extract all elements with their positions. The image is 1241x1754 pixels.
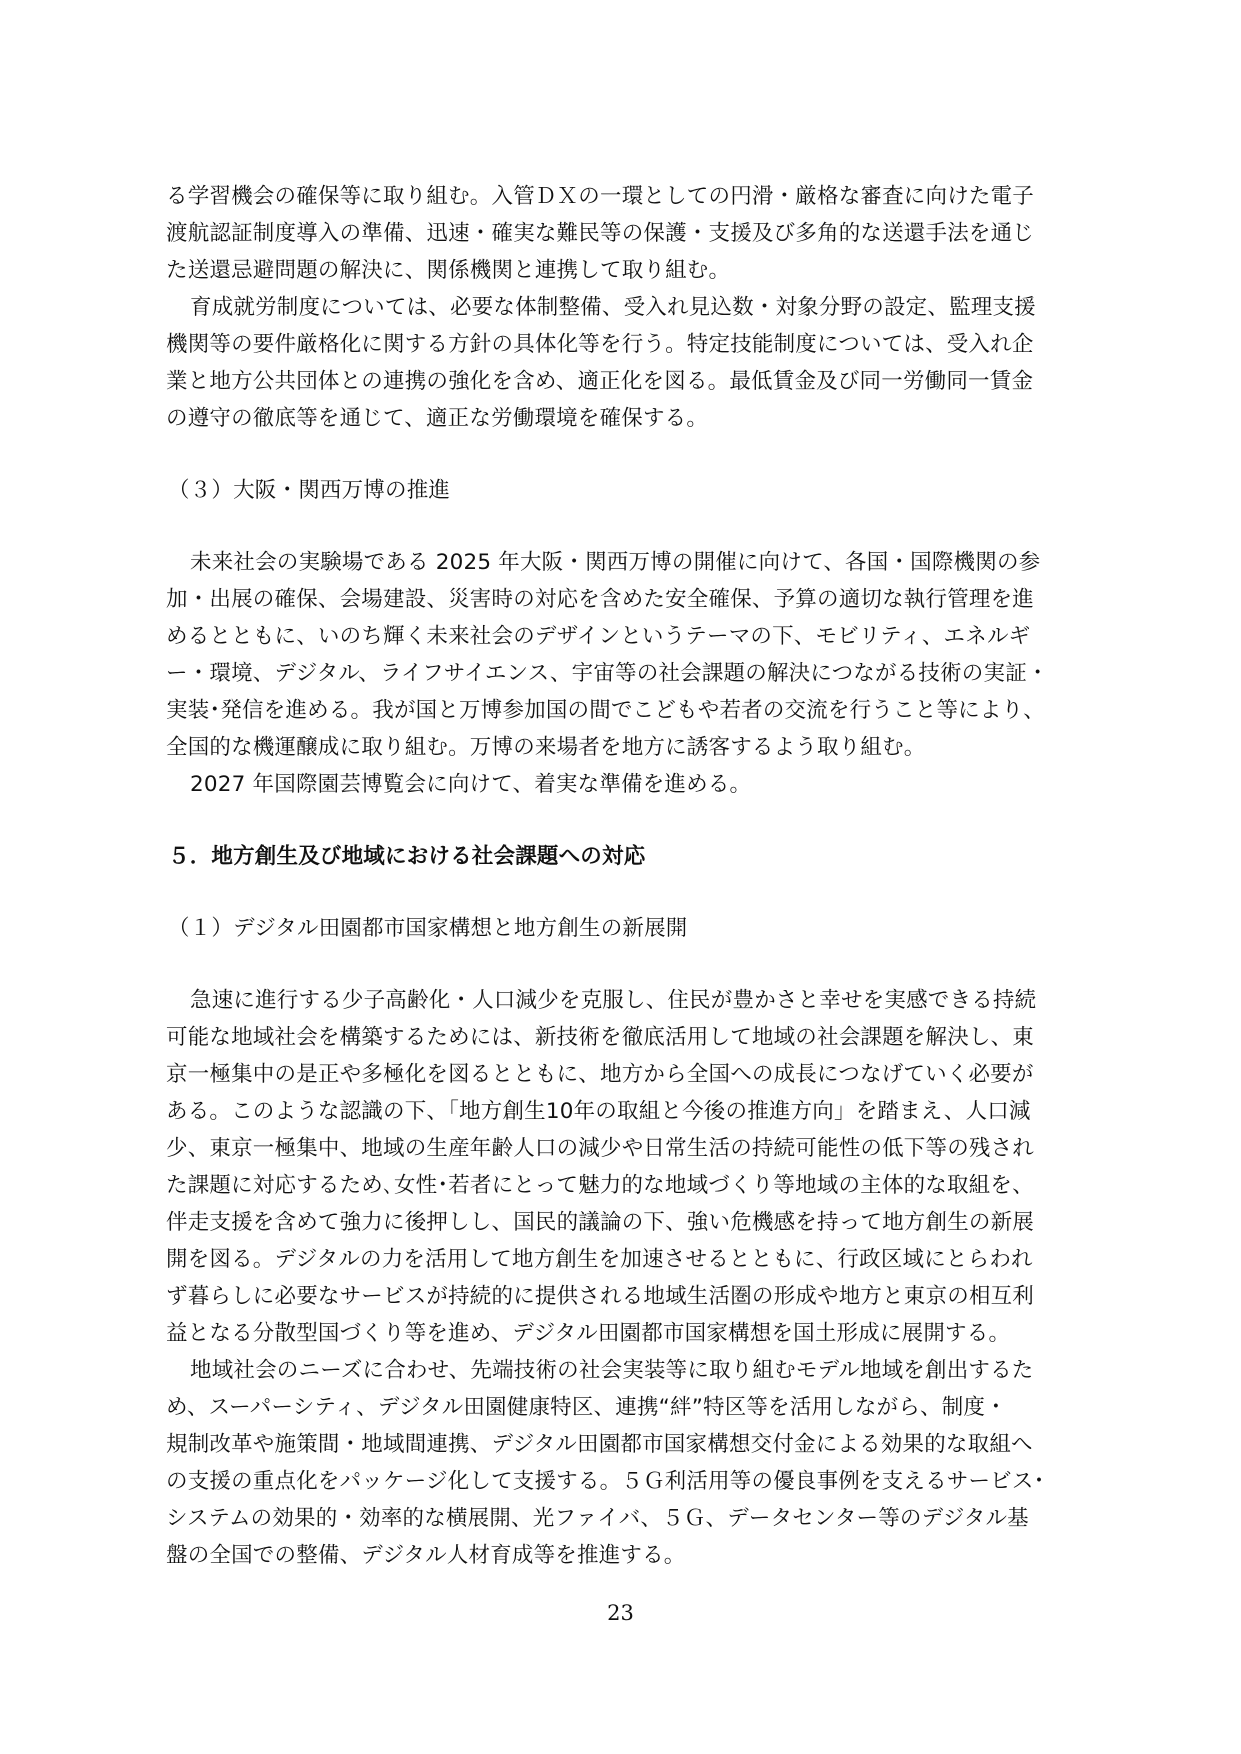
- text-line: め、スーパーシティ、デジタル田園健康特区、連携“絆”特区等を活用しながら、制度・: [166, 1395, 1007, 1420]
- text-line: 少、東京一極集中、地域の生産年齢人口の減少や日常生活の持続可能性の低下等の残され: [166, 1136, 1035, 1161]
- text-line: 規制改革や施策間・地域間連携、デジタル田園都市国家構想交付金による効果的な取組へ: [166, 1432, 1033, 1457]
- paragraph-start: 急速に進行する少子高齢化・人口減少を克服し、住民が豊かさと幸せを実感できる持続: [190, 988, 1037, 1013]
- text-line: 可能な地域社会を構築するためには、新技術を徹底活用して地域の社会課題を解決し、東: [166, 1025, 1035, 1050]
- paragraph-start: 2027 年国際園芸博覧会に向けて、着実な準備を進める。: [190, 772, 752, 797]
- text-line: ー・環境、デジタル、ライフサイエンス、宇宙等の社会課題の解決につながる技術の実証・: [166, 661, 1049, 686]
- text-line: システムの効果的・効率的な横展開、光ファイバ、５Ｇ、データセンター等のデジタル基: [166, 1506, 1029, 1531]
- text-line: 業と地方公共団体との連携の強化を含め、適正化を図る。最低賃金及び同一労働同一賃金: [166, 369, 1034, 394]
- text-line: 全国的な機運醸成に取り組む。万博の来場者を地方に誘客するよう取り組む。: [166, 735, 926, 760]
- subsection-heading: （１）デジタル田園都市国家構想と地方創生の新展開: [168, 916, 688, 941]
- section-heading: ５．地方創生及び地域における社会課題への対応: [168, 844, 646, 869]
- text-line: 盤の全国での整備、デジタル人材育成等を推進する。: [166, 1543, 686, 1568]
- text-line: た課題に対応するため､女性･若者にとって魅力的な地域づくり等地域の主体的な取組を、: [166, 1173, 1034, 1198]
- text-line: 益となる分散型国づくり等を進め、デジタル田園都市国家構想を国土形成に展開する。: [166, 1321, 1011, 1346]
- text-line: 機関等の要件厳格化に関する方針の具体化等を行う。特定技能制度については、受入れ企: [166, 332, 1034, 357]
- paragraph-start: 未来社会の実験場である 2025 年大阪・関西万博の開催に向けて、各国・国際機関の参: [190, 550, 1041, 575]
- text-line: る学習機会の確保等に取り組む。入管ＤＸの一環としての円滑・厳格な審査に向けた電子: [166, 184, 1035, 209]
- text-line: 実装･発信を進める。我が国と万博参加国の間でこどもや若者の交流を行うこと等により、: [166, 698, 1045, 723]
- text-line: 開を図る。デジタルの力を活用して地方創生を加速させるとともに、行政区域にとらわれ: [166, 1247, 1033, 1272]
- text-line: 京一極集中の是正や多極化を図るとともに、地方から全国への成長につなげていく必要が: [166, 1062, 1034, 1087]
- text-line: 渡航認証制度導入の準備、迅速・確実な難民等の保護・支援及び多角的な送還手法を通じ: [166, 221, 1035, 246]
- text-line: 加・出展の確保、会場建設、災害時の対応を含めた安全確保、予算の適切な執行管理を進: [166, 587, 1035, 612]
- text-line: めるとともに、いのち輝く未来社会のデザインというテーマの下、モビリティ、エネルギ: [166, 624, 1031, 649]
- paragraph-start: 育成就労制度については、必要な体制整備、受入れ見込数・対象分野の設定、監理支援: [190, 295, 1036, 320]
- paragraph-start: 地域社会のニーズに合わせ、先端技術の社会実装等に取り組むモデル地域を創出するた: [190, 1358, 1034, 1383]
- text-line: 伴走支援を含めて強力に後押しし、国民的議論の下、強い危機感を持って地方創生の新展: [166, 1210, 1035, 1235]
- text-line: の支援の重点化をパッケージ化して支援する。５Ｇ利活用等の優良事例を支えるサービス･: [166, 1469, 1045, 1494]
- page-number: 23: [607, 1601, 634, 1625]
- text-line: の遵守の徹底等を通じて、適正な労働環境を確保する。: [166, 406, 709, 431]
- subsection-heading: （３）大阪・関西万博の推進: [168, 478, 451, 503]
- text-line: ある。このような認識の下、「地方創生10年の取組と今後の推進方向」を踏まえ、人口減: [166, 1099, 1031, 1124]
- text-line: た送還忌避問題の解決に、関係機関と連携して取り組む。: [166, 258, 731, 283]
- text-line: ず暮らしに必要なサービスが持続的に提供される地域生活圏の形成や地方と東京の相互利: [166, 1284, 1035, 1309]
